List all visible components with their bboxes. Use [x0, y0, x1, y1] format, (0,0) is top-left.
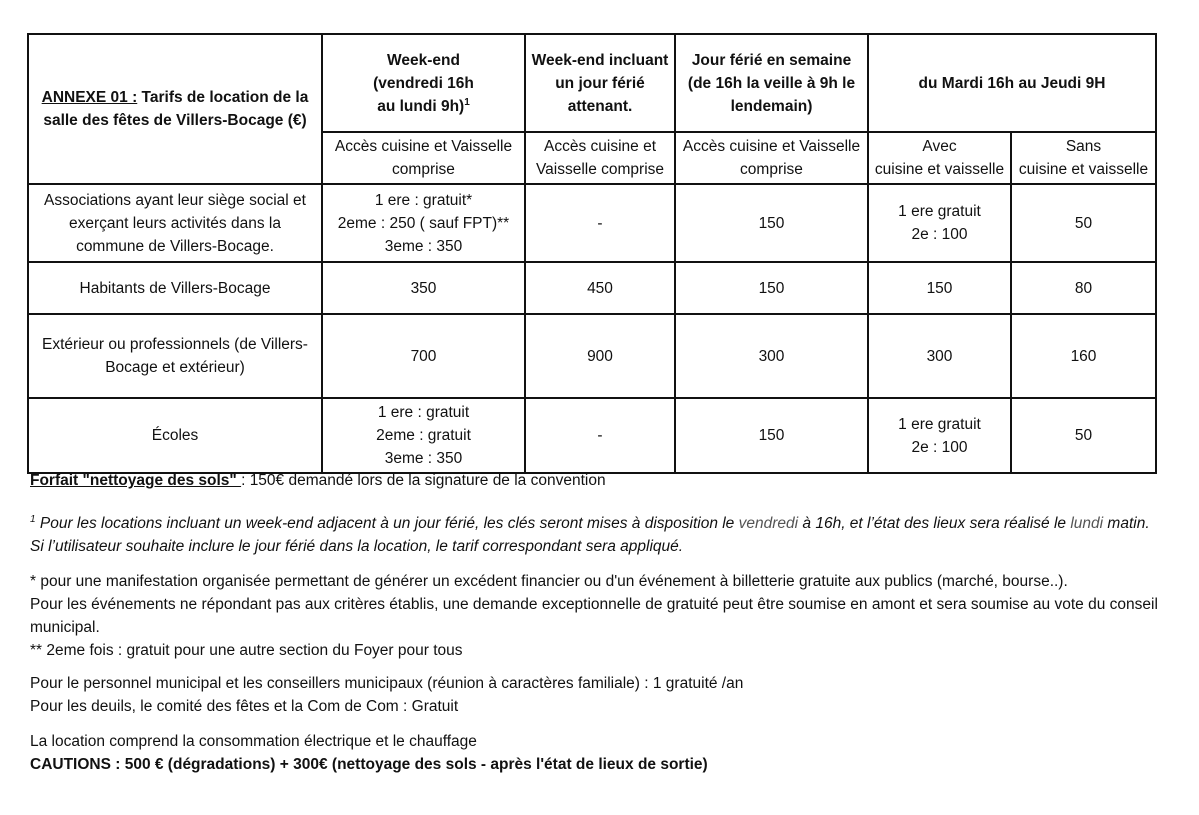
- header-weekend-text: Week-end (vendredi 16h au lundi 9h): [373, 51, 474, 115]
- cell-weekend: 350: [322, 262, 525, 314]
- subheader-ferie-semaine: Accès cuisine et Vaisselle comprise: [675, 132, 868, 184]
- cell-weekend: 1 ere : gratuit* 2eme : 250 ( sauf FPT)** 3eme : 350: [322, 184, 525, 262]
- cell-ferie-semaine: 300: [675, 314, 868, 398]
- header-ferie-semaine: Jour férié en semaine (de 16h la veille à 9h le lendemain): [675, 34, 868, 132]
- footnote-text-c: matin. Si l’utilisateur souhaite inclure le jour férié dans la location, le tarif correspondant sera appliqué.: [30, 515, 1150, 555]
- table-row: [28, 262, 1156, 314]
- gratuite-note: Pour les événements ne répondant pas aux critères établis, une demande exceptionnelle de gratuité peut être soumise en amont et sera soumise au vote du conseil municipal.: [30, 596, 1158, 636]
- cell-sans: 80: [1011, 262, 1156, 314]
- row-label: Habitants de Villers-Bocage: [28, 262, 322, 314]
- conditions-block: [30, 570, 1160, 662]
- table-row: [28, 314, 1156, 398]
- cell-ferie-semaine: 150: [675, 262, 868, 314]
- subheader-avec: Avec cuisine et vaisselle: [868, 132, 1011, 184]
- footnote: [30, 512, 1160, 558]
- header-weekend: [322, 34, 525, 132]
- cell-avec: 1 ere gratuit 2e : 100: [868, 184, 1011, 262]
- subheader-weekend-ferie: Accès cuisine et Vaisselle comprise: [525, 132, 675, 184]
- location-note: La location comprend la consommation électrique et le chauffage: [30, 733, 477, 750]
- footnote-vendredi: vendredi: [738, 515, 799, 532]
- title-text: Tarifs de location de la salle des fêtes de Villers-Bocage (€): [43, 89, 309, 129]
- row-label: Associations ayant leur siège social et exerçant leurs activités dans la commune de Villers-Bocage.: [28, 184, 322, 262]
- subheader-sans: Sans cuisine et vaisselle: [1011, 132, 1156, 184]
- header-row: [28, 34, 1156, 132]
- subheader-weekend: Accès cuisine et Vaisselle comprise: [322, 132, 525, 184]
- forfait-text: : 150€ demandé lors de la signature de la convention: [241, 472, 606, 489]
- cell-weekend-ferie: 900: [525, 314, 675, 398]
- table-title: [28, 34, 322, 184]
- footnote-ref: 1: [464, 96, 470, 108]
- forfait-label: Forfait "nettoyage des sols": [30, 472, 242, 489]
- cell-weekend: 1 ere : gratuit 2eme : gratuit 3eme : 350: [322, 398, 525, 473]
- cell-weekend-ferie: 450: [525, 262, 675, 314]
- header-weekend-ferie: Week-end incluant un jour férié attenant.: [525, 34, 675, 132]
- cell-weekend-ferie: -: [525, 398, 675, 473]
- cell-avec: 1 ere gratuit 2e : 100: [868, 398, 1011, 473]
- star-note: * pour une manifestation organisée permettant de générer un excédent financier ou d'un événement à billetterie gratuite aux publics (marché, bourse..).: [30, 573, 1068, 590]
- cell-weekend-ferie: -: [525, 184, 675, 262]
- table-row: [28, 398, 1156, 473]
- row-label: Écoles: [28, 398, 322, 473]
- location-block: [30, 730, 1160, 776]
- personnel-note: Pour le personnel municipal et les conseillers municipaux (réunion à caractères familiale) : 1 gratuité /an: [30, 675, 744, 692]
- deuils-note: Pour les deuils, le comité des fêtes et la Com de Com : Gratuit: [30, 698, 459, 715]
- table-row: [28, 184, 1156, 262]
- annexe-label: ANNEXE 01 :: [41, 89, 138, 106]
- header-mardi-jeudi: du Mardi 16h au Jeudi 9H: [868, 34, 1156, 132]
- cell-avec: 300: [868, 314, 1011, 398]
- cell-weekend: 700: [322, 314, 525, 398]
- footnote-lundi: lundi: [1070, 515, 1104, 532]
- forfait-line: [30, 469, 1160, 492]
- gratuite-block: [30, 672, 1160, 718]
- cell-ferie-semaine: 150: [675, 398, 868, 473]
- footnote-number: 1: [30, 513, 36, 525]
- double-star-note: ** 2eme fois : gratuit pour une autre section du Foyer pour tous: [30, 642, 463, 659]
- footnote-text-b: à 16h, et l’état des lieux sera réalisé le: [798, 515, 1071, 532]
- cell-ferie-semaine: 150: [675, 184, 868, 262]
- tarifs-table: [27, 33, 1157, 474]
- row-label: Extérieur ou professionnels (de Villers-Bocage et extérieur): [28, 314, 322, 398]
- footnote-text-a: Pour les locations incluant un week-end adjacent à un jour férié, les clés seront mises à disposition le: [35, 515, 739, 532]
- cell-sans: 50: [1011, 398, 1156, 473]
- cautions-note: CAUTIONS : 500 € (dégradations) + 300€ (nettoyage des sols - après l'état de lieux de sortie): [30, 756, 708, 773]
- cell-sans: 50: [1011, 184, 1156, 262]
- cell-avec: 150: [868, 262, 1011, 314]
- cell-sans: 160: [1011, 314, 1156, 398]
